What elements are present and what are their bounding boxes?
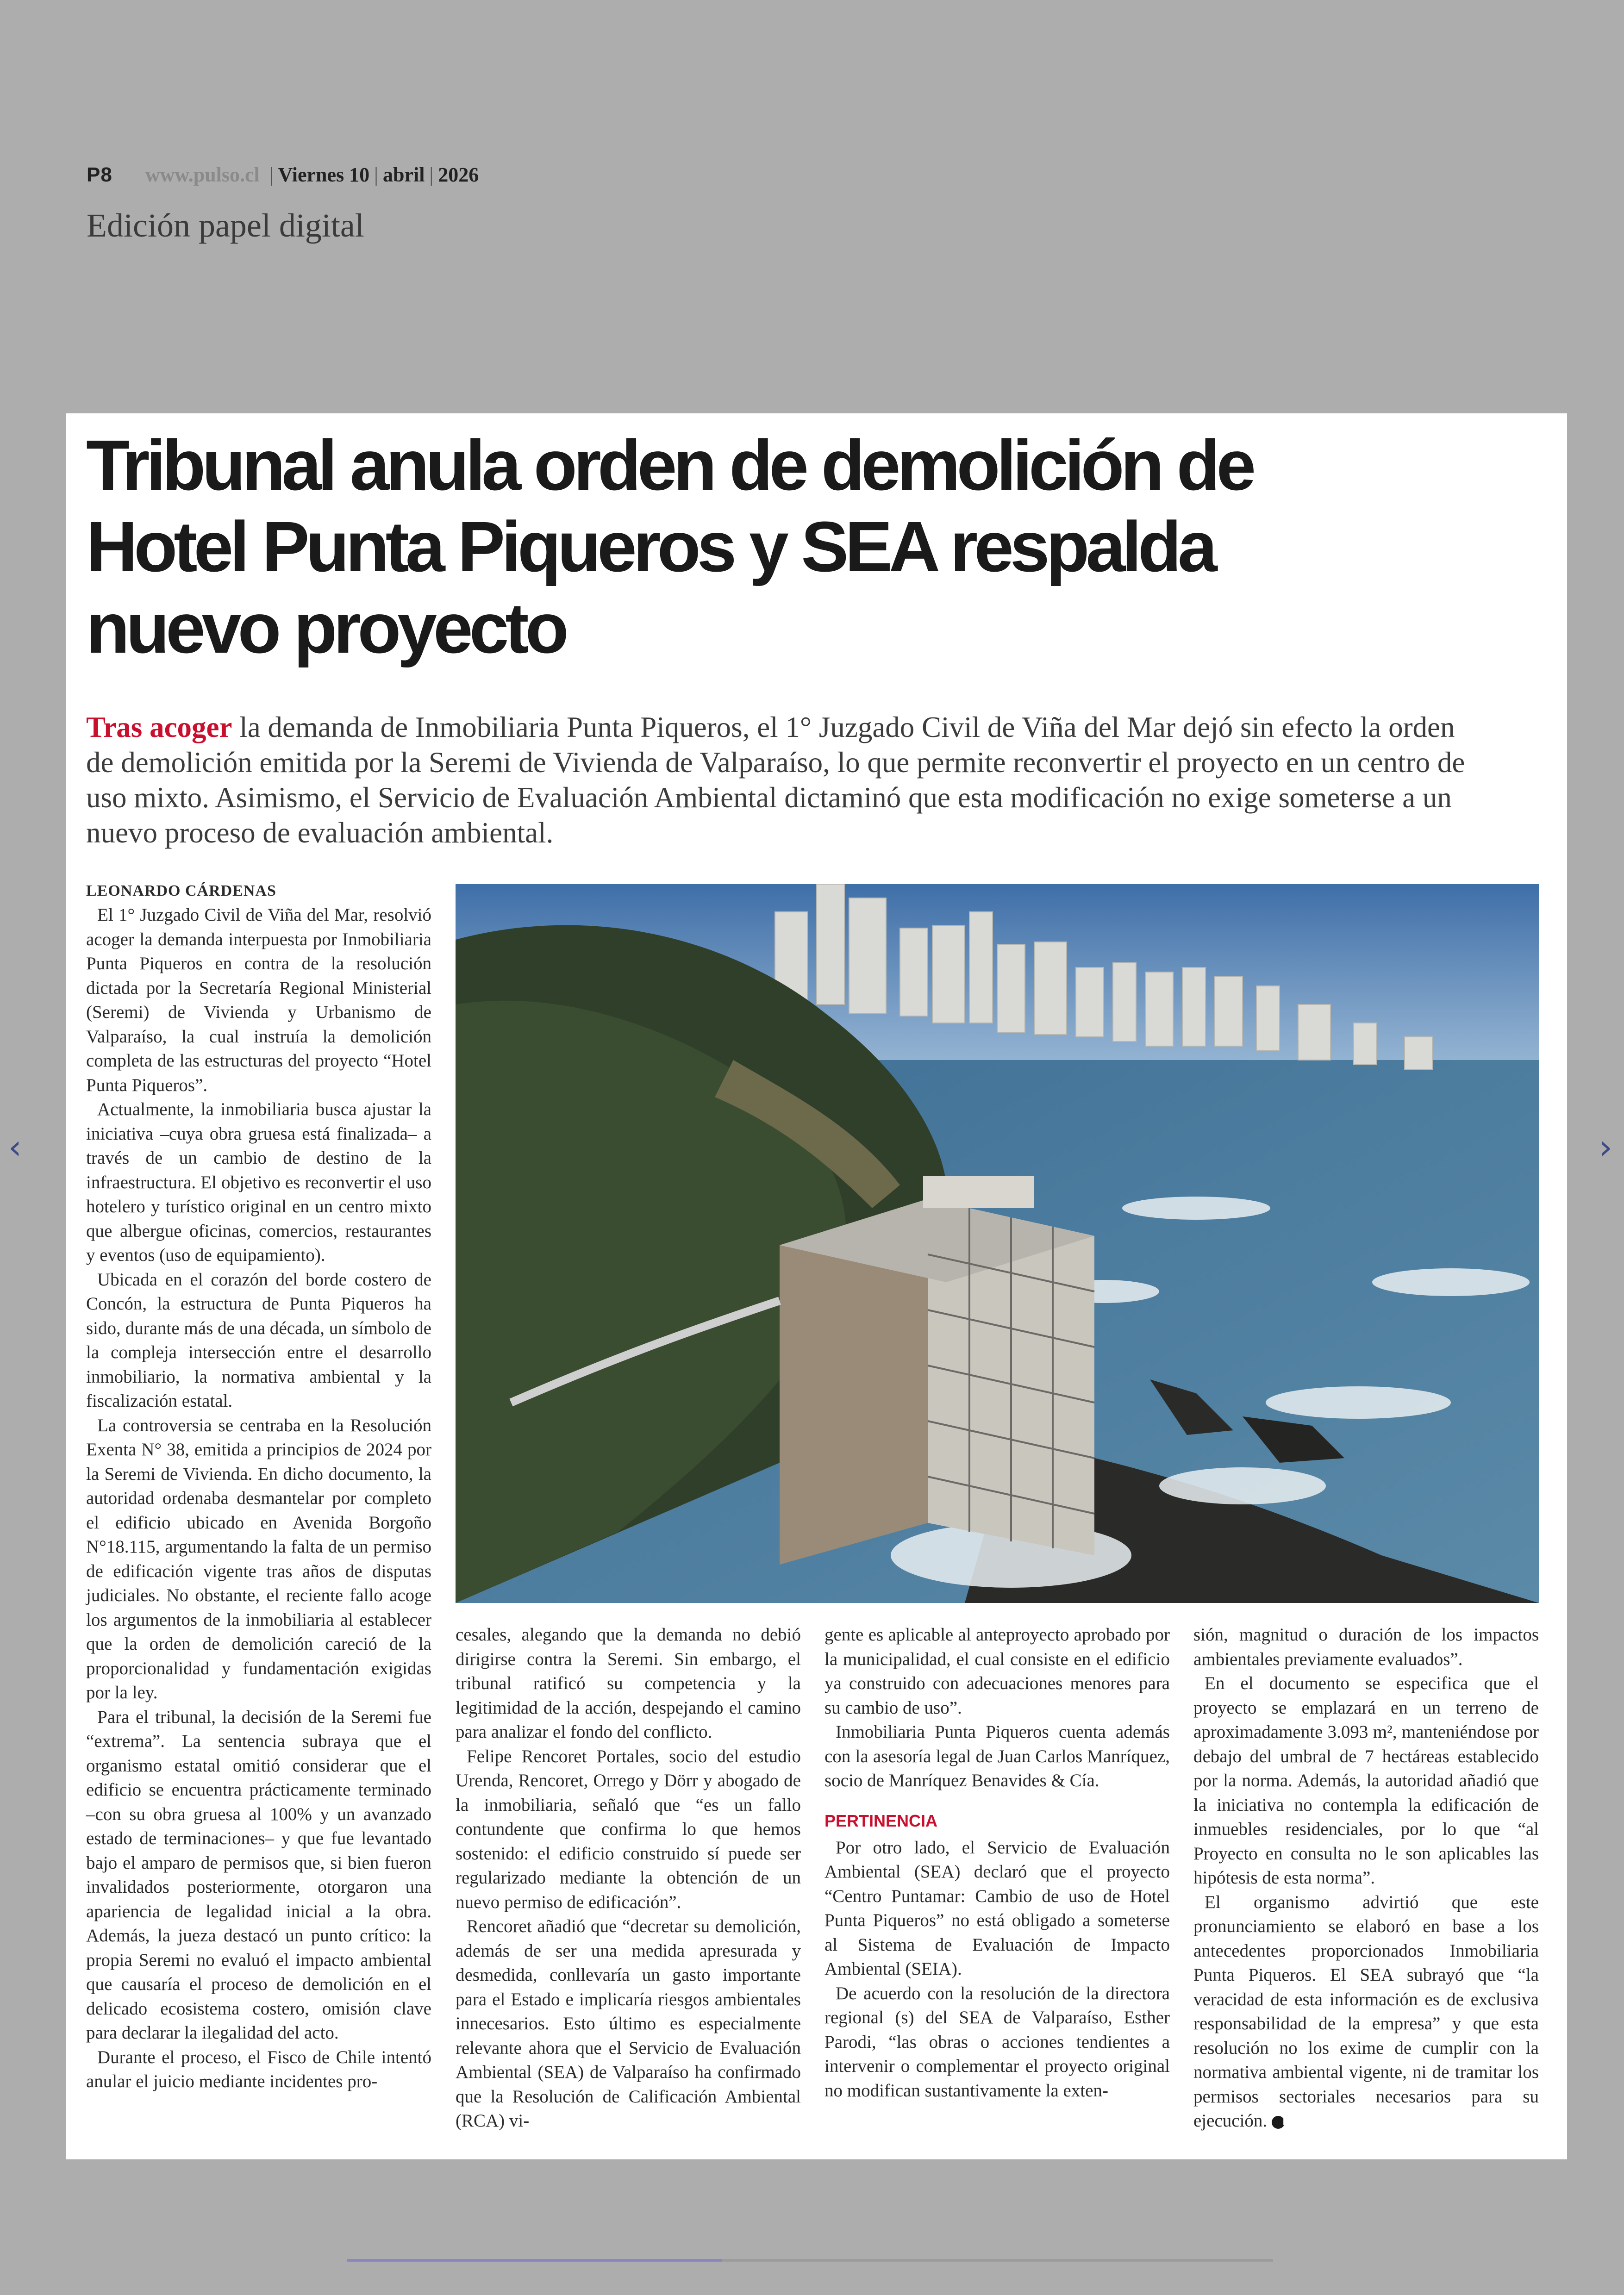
article-headline [86,424,1475,669]
paragraph [1193,1890,1539,2133]
article-column-2 [456,1623,801,2133]
page-number: P8 [87,163,112,186]
paragraph: Durante el proceso, el Fisco de Chile intentó anular el juicio mediante incidentes pro- [86,2047,431,2091]
paragraph: cesales, alegando que la demanda no debió dirigirse contra la Seremi. Sin embargo, el tribunal ratificó su competencia y la legitimidad de la acción, despejando el camino para analizar el fondo del conflicto. [456,1625,801,1742]
hotel-coast-image [456,884,1539,1603]
lead-text: la demanda de Inmobiliaria Punta Piqueros, el 1° Juzgado Civil de Viña del Mar dejó sin efecto la orden de demolición emitida por la Seremi de Vivienda de Valparaíso, lo que permite reconvertir el proyecto en un centro de uso mixto. Asimismo, el Servicio de Evaluación Ambiental dictaminó que esta modificación no exige someterse a un nuevo proceso de evaluación ambiental. [86,711,1465,849]
headline-line: nuevo proyecto [86,588,565,668]
article-column-1 [86,879,431,2094]
paragraph-text: El organismo advirtió que este pronunciamiento se elaboró en base a los antecedentes proporcionados Inmobiliaria Punta Piqueros. El SEA subrayó que “la veracidad de esta información es de exclusiva responsabilidad de la empresa” y que esta resolución no los exime de cumplir con la normativa ambiental vigente, ni de tramitar los permisos sectoriales necesarios para su ejecución. [1193,1892,1539,2131]
paragraph: sión, magnitud o duración de los impactos ambientales previamente evaluados”. [1193,1625,1539,1669]
paragraph: Para el tribunal, la decisión de la Seremi fue “extrema”. La sentencia subraya que el organismo estatal omitió considerar que el edificio se encuentra prácticamente terminado –con su obra gruesa al 100% y un avanzado estado de terminaciones– y que fue levantado bajo el amparo de permisos que, si bien fueron invalidados posteriormente, otorgaron una apariencia de legalidad inicial a la obra. Además, la jueza destacó un punto crítico: la propia Seremi no evaluó el impacto ambiental que causaría el proceso de demolición en el delicado ecosistema costero, omisión clave para declarar la ilegalidad del acto. [86,1707,431,2043]
paragraph: El 1° Juzgado Civil de Viña del Mar, resolvió acoger la demanda interpuesta por Inmobiliaria Punta Piqueros en contra de la resolución dictada por la Secretaría Regional Ministerial (Seremi) de Vivienda y Urbanismo de Valparaíso, la cual instruía la demolición completa de las estructuras del proyecto “Hotel Punta Piqueros”. [86,905,431,1095]
byline: LEONARDO CÁRDENAS [86,882,276,899]
paragraph: Por otro lado, el Servicio de Evaluación Ambiental (SEA) declaró que el proyecto “Centro Puntamar: Cambio de uso de Hotel Punta Piqueros” no está obligado a someterse al Sistema de Evaluación de Impacto Ambiental (SEIA). [824,1837,1170,1979]
page-progress-fill [347,2259,722,2262]
article-photo [456,884,1539,1603]
paragraph: gente es aplicable al anteproyecto aprobado por la municipalidad, el cual consiste en el edificio ya construido con adecuaciones menores para su cambio de uso”. [824,1625,1170,1718]
headline-line: Tribunal anula orden de demolición de [86,425,1253,505]
headline-line: Hotel Punta Piqueros y SEA respalda [86,507,1214,586]
page-header: P8 www.pulso.cl | Viernes 10 | abril | 2026 [87,163,479,186]
chevron-left-icon[interactable]: ‹ [8,1128,22,1166]
article-column-3 [824,1623,1170,2103]
paragraph: En el documento se especifica que el proyecto se emplazará en un terreno de aproximadamente 3.093 m², manteniéndose por debajo del umbral de 7 hectáreas establecido por la norma. Además, la autoridad añadió que la iniciativa no contempla la edificación de inmuebles residenciales, por lo que “al Proyecto en consulta no le son aplicables las hipótesis de esta norma”. [1193,1673,1539,1888]
paragraph: De acuerdo con la resolución de la directora regional (s) del SEA de Valparaíso, Esther Parodi, “las obras o acciones tendientes a intervenir o complementar el proyecto original no modifican sustantivamente la exten- [824,1983,1170,2101]
paragraph: Inmobiliaria Punta Piqueros cuenta además con la asesoría legal de Juan Carlos Manríquez, socio de Manríquez Benavides & Cía. [824,1722,1170,1790]
article-lead [86,710,1475,850]
website-url[interactable]: www.pulso.cl [145,163,260,186]
paragraph: La controversia se centraba en la Resolución Exenta N° 38, emitida a principios de 2024 por la Seremi de Vivienda. En dicho documento, la autoridad ordenaba desmantelar por completo el edificio ubicado en Avenida Borgoño N°18.115, argumentando la falta de un permiso de edificación vigente tras años de disputas judiciales. No obstante, el reciente fallo acoge los argumentos de la inmobiliaria al establecer que la orden de demolición careció de la proporcionalidad y fundamentación exigidas por la ley. [86,1415,431,1703]
paragraph: Rencoret añadió que “decretar su demolición, además de ser una medida apresurada y desmedida, conllevaría un gasto importante para el Estado e implicaría riesgos ambientales innecesarios. Esto último es especialmente relevante ahora que el Servicio de Evaluación Ambiental (SEA) de Valparaíso ha confirmado que la Resolución de Calificación Ambiental (RCA) vi- [456,1916,801,2131]
end-mark-icon: P [1272,2116,1285,2129]
chevron-right-icon[interactable]: › [1599,1128,1612,1166]
page-progress-bar[interactable] [347,2259,1273,2262]
date-day: Viernes 10 [278,163,370,186]
article-column-4 [1193,1623,1539,2133]
newspaper-page [66,413,1567,2159]
lead-highlight: Tras acoger [86,711,232,743]
edition-label: Edición papel digital [87,207,364,244]
section-title: PERTINENCIA [824,1811,938,1830]
date-year: 2026 [438,163,479,186]
paragraph: Felipe Rencoret Portales, socio del estudio Urenda, Rencoret, Orrego y Dörr y abogado de la inmobiliaria, señaló que “es un fallo contundente que confirma lo que hemos sostenido: el edificio construido sí puede ser regularizado mediante la obtención de un nuevo permiso de edificación”. [456,1746,801,1912]
date-month: abril [382,163,425,186]
paragraph: Actualmente, la inmobiliaria busca ajustar la iniciativa –cuya obra gruesa está finalizada– a través de un cambio de destino de la infraestructura. El objetivo es reconvertir el uso hotelero y turístico original en un centro mixto que albergue oficinas, comercios, restaurantes y eventos (uso de equipamiento). [86,1099,431,1265]
paragraph: Ubicada en el corazón del borde costero de Concón, la estructura de Punta Piqueros ha sido, durante más de una década, un símbolo de la compleja intersección entre el desarrollo inmobiliario, la normativa ambiental y la fiscalización estatal. [86,1269,431,1411]
